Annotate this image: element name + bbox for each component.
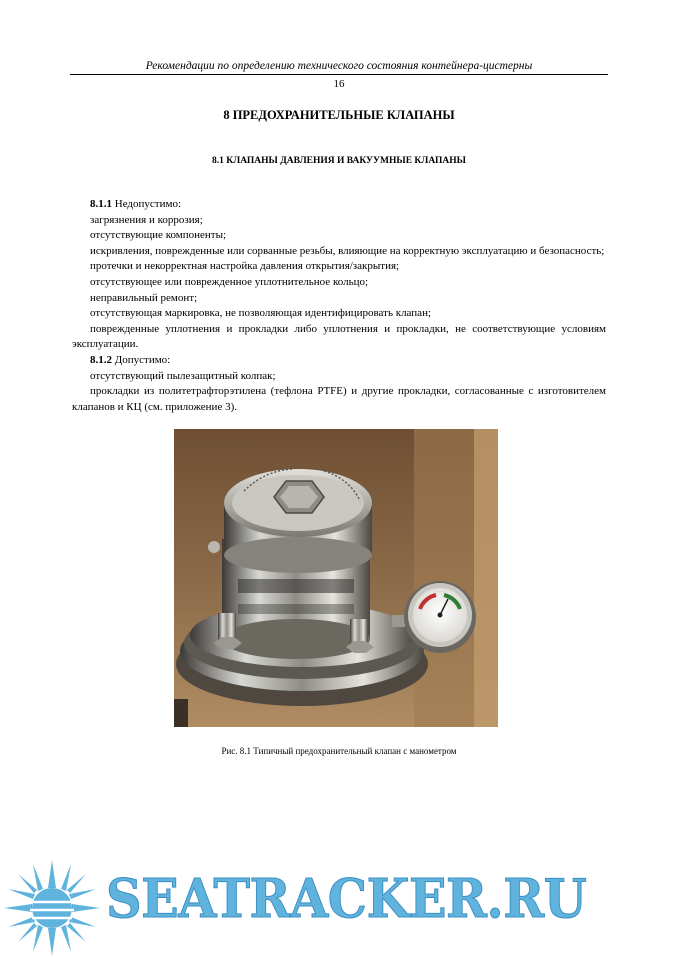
- list-item: отсутствующие компоненты;: [90, 229, 227, 242]
- clause-heading: [72, 197, 606, 213]
- running-header: Рекомендации по определению технического состояния контейнера-цистерны: [145, 60, 533, 72]
- body-text: [72, 197, 606, 415]
- list-item: прокладки из политетрафторэтилена (тефлона PTFE) и другие прокладки, согласованные с изготовителем клапанов и КЦ (см. приложение 3).: [72, 385, 606, 413]
- list-item: неправильный ремонт;: [90, 291, 198, 304]
- watermark: [0, 858, 678, 959]
- clause-intro: Допустимо:: [112, 353, 171, 366]
- clause-intro: Недопустимо:: [112, 198, 182, 210]
- subsection-title: 8.1 КЛАПАНЫ ДАВЛЕНИЯ И ВАКУУМНЫЕ КЛАПАНЫ: [212, 156, 466, 166]
- header-rule: [70, 74, 608, 75]
- clause-heading: [72, 353, 606, 369]
- figure-caption: Рис. 8.1 Типичный предохранительный клапан с манометром: [221, 746, 457, 756]
- list-item: отсутствующее или поврежденное уплотнительное кольцо;: [90, 275, 369, 288]
- page-number: 16: [333, 78, 345, 90]
- watermark-text: SEATRACKER.RU: [106, 868, 587, 930]
- valve-photo: [174, 429, 498, 727]
- list-item: отсутствующая маркировка, не позволяющая идентифицировать клапан;: [90, 307, 432, 320]
- list-item: загрязнения и коррозия;: [90, 213, 203, 226]
- clause-number: 8.1.2: [90, 353, 112, 366]
- list-item: искривления, поврежденные или сорванные резьбы, влияющие на корректную эксплуатацию и безопасность;: [90, 244, 605, 257]
- list-item: протечки и некорректная настройка давления открытия/закрытия;: [90, 260, 400, 273]
- list-item: отсутствующий пылезащитный колпак;: [90, 369, 276, 382]
- section-title: 8 ПРЕДОХРАНИТЕЛЬНЫЕ КЛАПАНЫ: [223, 108, 455, 122]
- sun-logo-icon: [2, 858, 102, 958]
- clause-number: 8.1.1: [90, 198, 112, 210]
- list-item: поврежденные уплотнения и прокладки либо уплотнения и прокладки, не соответствующие условиям эксплуатации.: [72, 322, 606, 351]
